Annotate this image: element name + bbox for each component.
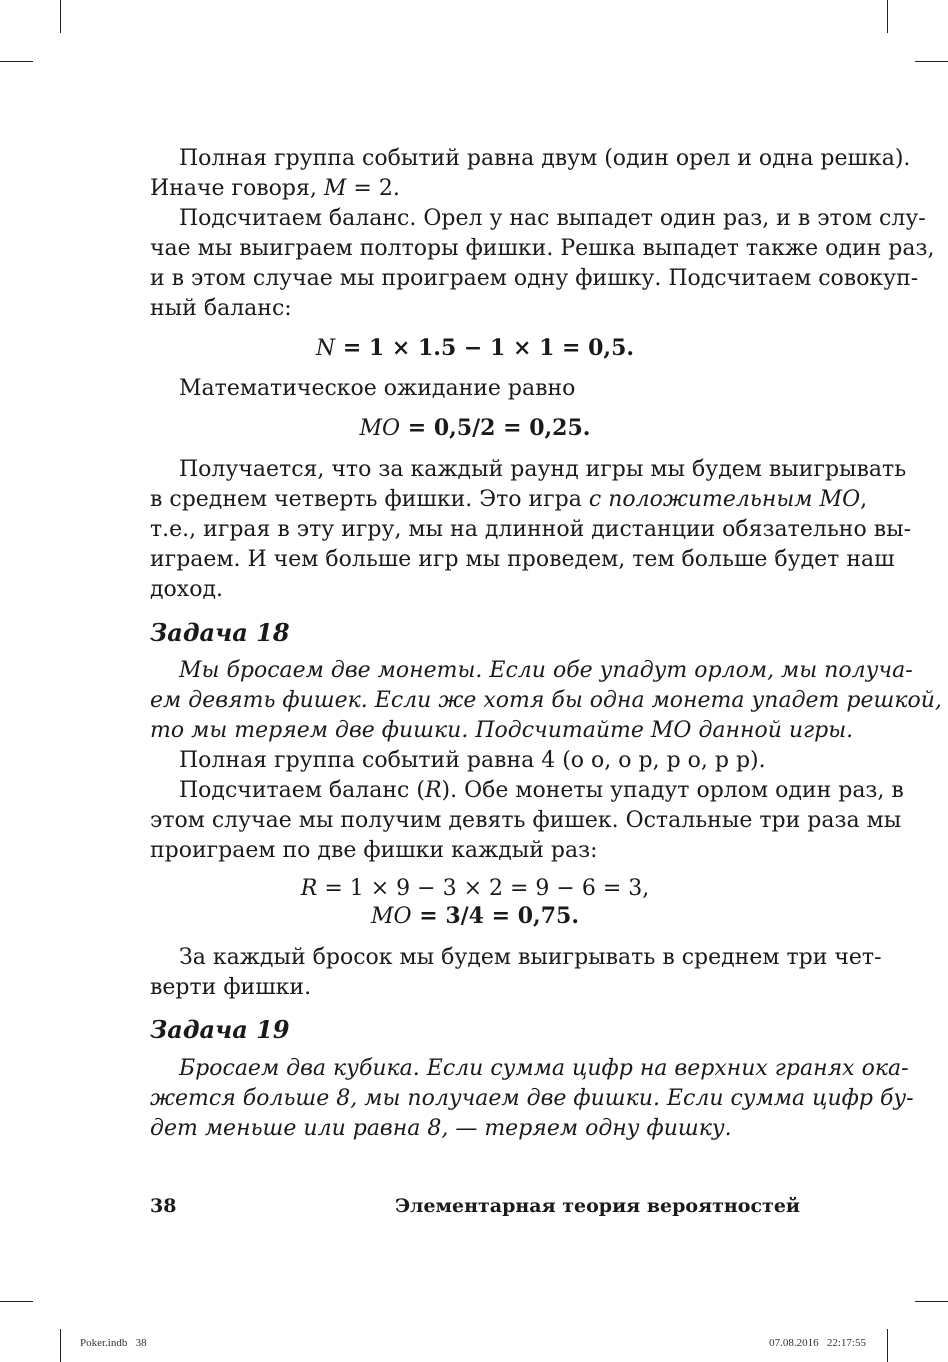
crop-mark-left-top <box>0 61 33 62</box>
variable: R <box>424 778 442 803</box>
task19-condition-line3: дет меньше или равна 8, — теряем одну фишку. <box>150 1116 732 1141</box>
crop-mark-top-left <box>60 0 61 33</box>
para2-line1: Подсчитаем баланс. Орел у нас выпадет один раз, и в этом слу- <box>179 206 926 231</box>
expression: = 1 × 9 − 3 × 2 = 9 − 6 = 3, <box>317 876 650 901</box>
para3-line1: Получается, что за каждый раунд игры мы будем выигрывать <box>179 457 907 482</box>
crop-mark-left-bottom <box>0 1301 33 1302</box>
task18-balance-line2: этом случае мы получим девять фишек. Остальные три раза мы <box>150 808 902 833</box>
variable: R <box>300 876 318 901</box>
equation-n <box>150 333 800 364</box>
task19-condition-line1: Бросаем два кубика. Если сумма цифр на верхних гранях ока- <box>179 1056 909 1081</box>
para2-line3: и в этом случае мы проиграем одну фишку. Подсчитаем совокуп- <box>150 266 919 291</box>
mo-intro: Математическое ожидание равно <box>179 376 576 401</box>
para3-line3: т.е., играя в эту игру, мы на длинной дистанции обязательно вы- <box>150 517 912 542</box>
task18-heading: Задача 18 <box>150 618 290 647</box>
crop-mark-bottom-left <box>60 1329 61 1362</box>
task18-balance-line1 <box>179 776 904 806</box>
crop-mark-top-right <box>887 0 888 33</box>
task19-heading: Задача 19 <box>150 1015 290 1044</box>
task18-conclusion-line1: За каждый бросок мы будем выигрывать в среднем три чет- <box>179 945 882 970</box>
para1-line2 <box>150 174 800 204</box>
slug-file: Poker.indb 38 <box>80 1337 147 1349</box>
task18-conclusion-line2: верти фишки. <box>150 975 312 1000</box>
task18-condition-line1: Мы бросаем две монеты. Если обе упадут орлом, мы получа- <box>179 658 913 683</box>
para3-line2 <box>150 485 868 515</box>
text: в среднем четверть фишки. Это игра <box>150 487 589 512</box>
expression: = 3/4 = 0,75. <box>411 903 579 929</box>
task18-balance-line3: проиграем по две фишки каждый раз: <box>150 838 598 863</box>
crop-mark-right-bottom <box>915 1301 948 1302</box>
equation-mo <box>150 413 800 444</box>
running-title: Элементарная теория вероятностей <box>394 1195 800 1217</box>
task18-condition-line3: то мы теряем две фишки. Подсчитайте МО данной игры. <box>150 718 854 743</box>
para1-line1: Полная группа событий равна двум (один орел и одна решка). <box>179 146 911 171</box>
emphasis: с положительным МО <box>588 487 861 512</box>
equation-r <box>150 874 800 904</box>
task19-condition-line2: жется больше 8, мы получаем две фишки. Если сумма цифр бу- <box>150 1086 914 1111</box>
expression: = 0,5/2 = 0,25. <box>400 415 591 441</box>
expression: = 1 × 1.5 − 1 × 1 = 0,5. <box>335 335 635 361</box>
crop-mark-bottom-right <box>887 1329 888 1362</box>
slug-timestamp: 07.08.2016 22:17:55 <box>769 1337 866 1349</box>
text: ). Обе монеты упадут орлом один раз, в <box>441 778 904 803</box>
crop-mark-right-top <box>915 61 948 62</box>
para3-line4: играем. И чем больше игр мы проведем, тем больше будет наш <box>150 547 895 572</box>
text: = 2. <box>346 176 400 201</box>
page-number: 38 <box>150 1195 177 1217</box>
para2-line4: ный баланс: <box>150 296 292 321</box>
text: Иначе говоря, <box>150 176 324 201</box>
variable: N <box>315 336 336 361</box>
task18-group: Полная группа событий равна 4 (о о, о р, р о, р р). <box>179 748 766 773</box>
text: , <box>860 487 868 512</box>
variable: M <box>323 176 347 201</box>
text: Подсчитаем баланс ( <box>179 778 425 803</box>
task18-condition-line2: ем девять фишек. Если же хотя бы одна монета упадет решкой, <box>150 688 942 713</box>
para3-line5: доход. <box>150 577 223 602</box>
variable: MO <box>359 416 401 441</box>
equation-mo-task18 <box>150 901 800 932</box>
variable: MO <box>371 904 412 929</box>
para2-line2: чае мы выиграем полторы фишки. Решка выпадет также один раз, <box>150 236 935 261</box>
